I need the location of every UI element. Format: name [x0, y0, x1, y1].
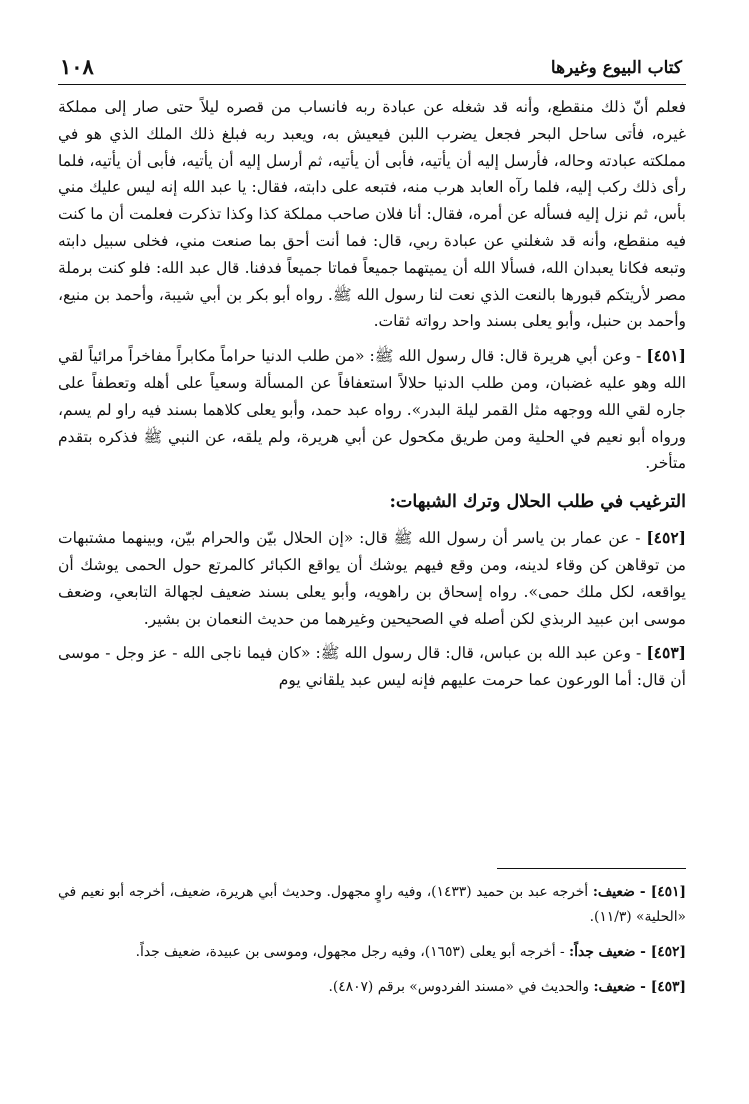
footnote-label: [٤٥٣] - ضعيف:: [593, 979, 686, 995]
running-header: [58, 50, 686, 85]
hadith-number: [٤٥١]: [646, 346, 686, 366]
section-heading: الترغيب في طلب الحلال وترك الشبهات:: [389, 492, 686, 513]
hadith-text: - وعن أبي هريرة قال: قال رسول الله ﷺ: «من طلب الدنيا حراماً مكابراً مفاخراً مرائياً لقي الله وهو عليه غضبان، ومن طلب الدنيا حلالاً استعفافاً عن المسألة وسعياً على أهله وتعطفاً على جاره لقي الله ووجهه مثل القمر ليلة البدر». رواه عبد حمد، وأبو يعلى كلاهما بسند فيه راو لم يسم، ورواه أبو نعيم في الحلية ومن طريق مكحول عن أبي هريرة، ولم يلقه، عن النبي ﷺ فذكره بتقدم متأخر.: [58, 347, 686, 473]
footnote-text: أخرجه عبد بن حميد (١٤٣٣)، وفيه راوٍ مجهول. وحديث أبي هريرة، ضعيف، أخرجه أبو نعيم في «الحلية» (١١/٣).: [58, 884, 686, 925]
footnote-text: - أخرجه أبو يعلى (١٦٥٣)، وفيه رجل مجهول، وموسى بن عبيدة، ضعيف جداً.: [135, 944, 570, 960]
footnote-452: [58, 940, 686, 965]
hadith-text: - عن عمار بن ياسر أن رسول الله ﷺ قال: «إن الحلال بيّن والحرام بيّن، وبينهما مشتبهات من توقاهن كن وقاء لدينه، ومن وقع فيهم يوشك أن يواقع الكبائر كالمرتع حول الحمى يوشك أن يواقعه، لكل ملك حمى». رواه إسحاق بن راهويه، وأبو يعلى بسند ضعيف لجهالة التابعي، وضعف موسى ابن عبيد الربذي لكن أصله في الصحيحين وغيرهما من حديث النعمان بن بشير.: [58, 529, 686, 628]
paragraph-story: فعلم أنّ ذلك منقطع، وأنه قد شغله عن عبادة ربه فانساب من قصره ليلاً حتى صار إلى مملكة غيره، فأتى ساحل البحر فجعل يضرب اللبن فيعيش به، ويعبد ربه فبلغ ذلك الملك الذي هو في مملكته عبادته وحاله، فأرسل إليه أن يأتيه، فأبى أن يأتيه، ثم أرسل إليه أن يأتيه، فأبى أن يأتيه، فلما رأى ذلك ركب إليه، فلما رآه العابد هرب منه، فتبعه على دابته، فقال: يا عبد الله إنه ليس عليك مني بأس، ثم نزل إليه فسأله عن أمره، فقال: أنا فلان صاحب مملكة كذا وكذا تذكرت فعلمت أن ما كنت فيه منقطع، وأنه قد شغلني عن عبادة ربي، قال: فما أنت أحق بما صنعت مني، فخلى سبيل دابته وتبعه فكانا يعبدان الله، فسألا الله أن يميتهما جميعاً فماتا جميعاً فدفنا. قال عبد الله: فلو كنت برملة مصر لأريتكم قبورها بالنعت الذي نعت لنا رسول الله ﷺ. رواه أبو بكر بن أبي شيبة، وأحمد بن منيع، وأحمد بن حنبل، وأبو يعلى بسند واحد رواته ثقات.: [58, 98, 686, 331]
hadith-451: [58, 343, 686, 477]
footnote-label: [٤٥١] - ضعيف:: [592, 884, 686, 900]
footnote-453: [58, 975, 686, 1000]
main-text: [58, 94, 686, 702]
hadith-number: [٤٥٣]: [646, 643, 686, 663]
footnote-divider: [497, 868, 686, 869]
footnote-text: والحديث في «مسند الفردوس» برقم (٤٨٠٧).: [328, 979, 594, 995]
hadith-number: [٤٥٢]: [646, 528, 686, 548]
hadith-453: [58, 640, 686, 694]
hadith-text: - وعن عبد الله بن عباس، قال: قال رسول الله ﷺ: «كان فيما ناجى الله - عز وجل - موسى أن قال: أما الورعون عما حرمت عليهم فإنه ليس عبد يلقاني يوم: [58, 644, 686, 690]
hadith-452: [58, 525, 686, 632]
footnotes: [58, 880, 686, 1010]
book-title: كتاب البيوع وغيرها: [550, 58, 682, 78]
footnote-451: [58, 880, 686, 930]
footnote-label: [٤٥٢] - ضعيف جداً:: [569, 944, 686, 960]
page-number: ١٠٨: [60, 54, 94, 79]
